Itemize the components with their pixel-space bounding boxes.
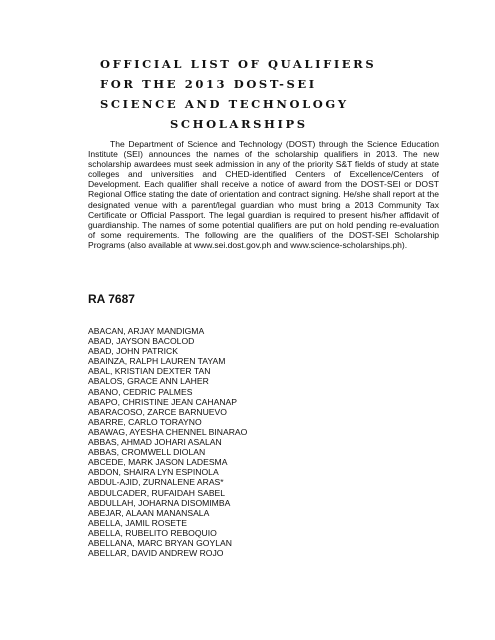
title-line: SCHOLARSHIPS xyxy=(170,117,308,131)
qualifier-name: ABDULLAH, JOHARNA DISOMIMBA xyxy=(88,497,231,508)
qualifier-name: ABDULCADER, RUFAIDAH SABEL xyxy=(88,487,226,498)
qualifier-name: ABAL, KRISTIAN DEXTER TAN xyxy=(88,366,211,377)
qualifier-name: ABAD, JOHN PATRICK xyxy=(88,346,178,357)
qualifier-name: ABAINZA, RALPH LAUREN TAYAM xyxy=(88,356,226,367)
intro-text: The Department of Science and Technology (DOST) through the Science Education Institute (SEI) announces the names of the scholarship qualifiers in 2013. The new scholarship awardees must seek admission in any of the priority S&T fields of study at state colleges and universities and CHED-identified Centers of Excellence/Centers of Development. Each qualifier shall receive a notice of award from the DOST-SEI or DOST Regional Office stating the date of orientation and contract signing. He/she shall report at the designated venue with a parent/legal guardian who must bring a 2013 Community Tax Certificate or Official Passport. The legal guardian is required to present his/her affidavit of guardianship. The names of some potential qualifiers are put on hold pending re-evaluation of some requirements. The following are the qualifiers of the DOST-SEI Scholarship Programs (also available at www.sei.dost.gov.ph and www.science-scholarships.ph). xyxy=(88,139,439,250)
qualifier-name: ABCEDE, MARK JASON LADESMA xyxy=(88,457,228,468)
qualifier-list xyxy=(88,326,247,558)
qualifier-name: ABBAS, CROMWELL DIOLAN xyxy=(88,447,206,458)
section-heading: RA 7687 xyxy=(88,292,135,306)
qualifier-name: ABANO, CEDRIC PALMES xyxy=(88,386,193,397)
qualifier-name: ABELLAR, DAVID ANDREW ROJO xyxy=(88,548,224,559)
qualifier-name: ABELLA, RUBELITO REBOQUIO xyxy=(88,527,217,538)
intro-paragraph xyxy=(88,139,439,250)
title-line: OFFICIAL LIST OF QUALIFIERS xyxy=(100,57,377,71)
title-line: FOR THE 2013 DOST-SEI xyxy=(100,77,317,91)
qualifier-name: ABAD, JAYSON BACOLOD xyxy=(88,336,195,347)
qualifier-name: ABELLA, JAMIL ROSETE xyxy=(88,517,188,528)
document-title xyxy=(100,54,420,134)
qualifier-name: ABBAS, AHMAD JOHARI ASALAN xyxy=(88,437,222,448)
qualifier-name: ABEJAR, ALAAN MANANSALA xyxy=(88,507,210,518)
qualifier-name: ABELLANA, MARC BRYAN GOYLAN xyxy=(88,537,232,548)
qualifier-name: ABALOS, GRACE ANN LAHER xyxy=(88,376,209,387)
qualifier-name: ABAPO, CHRISTINE JEAN CAHANAP xyxy=(88,396,237,407)
qualifier-name: ABARRE, CARLO TORAYNO xyxy=(88,416,202,427)
qualifier-name: ABAWAG, AYESHA CHENNEL BINARAO xyxy=(88,426,248,437)
title-line: SCIENCE AND TECHNOLOGY xyxy=(100,97,349,111)
qualifier-name: ABDUL-AJID, ZURNALENE ARAS* xyxy=(88,477,224,488)
qualifier-name: ABARACOSO, ZARCE BARNUEVO xyxy=(88,406,227,417)
qualifier-name: ABDON, SHAIRA LYN ESPINOLA xyxy=(88,467,219,478)
qualifier-name: ABACAN, ARJAY MANDIGMA xyxy=(88,326,205,336)
